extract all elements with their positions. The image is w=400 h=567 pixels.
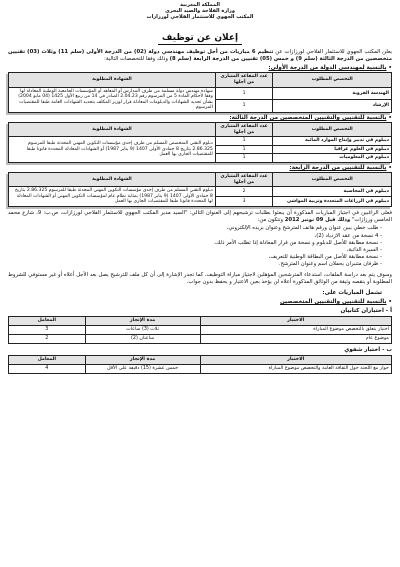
header-kingdom: المملكة المغربية (180, 2, 220, 8)
test-cell: اختبار يتعلق بالتخصص موضوع المباراة (200, 325, 392, 334)
spec-cell: الإرشاد (273, 100, 392, 113)
page-title-wrap (8, 25, 392, 45)
col-cert-header: الشهادة المطلوبة (9, 172, 216, 186)
oral-exam-table (8, 355, 392, 374)
cert-cell: دبلوم التقني المتخصص المسلم من طرف إحدى مؤسسات التكوين المهني المحدثة طبقا للمرسوم 2.86.325 بتاريخ 8 جمادى الأولى 1407 (9 يناير 1987) أو الشهادات المعادلة المحددة قانونا طبقا للمقتضيات الجاري بها العمل (9, 137, 216, 163)
test-cell: حوار مع اللجنة حول الثقافة العامة والتخصص موضوع المباراة (200, 364, 392, 373)
oral-exam-title: ب - اختبار شفوي (344, 346, 392, 353)
count-cell: 1 (215, 87, 272, 100)
table-row (9, 87, 392, 100)
spec-cell: الهندسة القروية (273, 87, 392, 100)
header (8, 2, 392, 20)
coef-cell: 3 (9, 325, 86, 334)
count-cell: 1 (215, 145, 272, 154)
section3-header-row (9, 172, 392, 186)
application-text: فعلى الراغبين في اجتياز المباريات المذكورة أن يبعثوا بطلبات ترشيحهم إلى العنوان التالي: "السيد مدير المكتب الجهوي للاستثمار الفلاحي لورزازات، ص.ب: 9، شارع محمد الخامس ورزازات" (8, 209, 393, 224)
col-duration-header: مدة الإنجاز (85, 355, 200, 364)
col-count-header: عدد المقاعد المتبارى من أجلها (215, 122, 272, 136)
required-documents-list (8, 225, 382, 268)
selection-note: وسوف يتم بعد دراسة الملفات، استدعاء المترشحين المؤهلين لاجتياز مباراة التوظيف، كما تجدر الإشارة إلى أن كل ملف للترشيح يصل بعد الأجل أعلاه أو غير مستوفي للشروط المطلوبة أو ينقصه وثيقة من الوثائق المذكورة أعلاه لن يؤخذ بعين الاعتبار و يحفظ بدون جواب. (8, 271, 392, 285)
application-paragraph (8, 210, 392, 224)
section1-table (8, 72, 392, 113)
intro-bold: تنظيم 6 مباريات من أجل توظيف مهندسي دولة (02) من الدرجة الأولى (سلم 11) وثلاث (03) تقنيين متخصصين من الدرجة الثالثة (سلم 9) و خمس (05) تقنيين من الدرجة الرابعة (سلم 8) (8, 49, 392, 63)
col-coef-header: المعامل (9, 355, 86, 364)
table-row (9, 187, 392, 197)
coef-cell: 2 (9, 334, 86, 343)
col-count-header: عدد المقاعد المتبارى من أجلها (215, 73, 272, 87)
spec-cell: ديبلوم في المحاسبة (273, 187, 392, 197)
table-row (9, 334, 392, 343)
col-cert-header: الشهادة المطلوبة (9, 122, 216, 136)
exam-group-title: • بالنسبة للتقنيين والتقنيين المتخصصين (279, 298, 392, 305)
cert-cell: دبلوم التقني المسلم من طرف إحدى مؤسسات التكوين المهني المحدثة طبقا للمرسوم 2.86.325 بتاريخ 8 جمادى الأولى 1407 (9 يناير 1987) بمثابة نظام عام لمؤسسات التكوين المهني أو الشهادات المعادلة لها المحددة قانونا طبقا للمقتضيات الجاري بها العمل (9, 187, 216, 207)
intro-text: يعلن المكتب الجهوي للاستثمار الفلاحي لورزازات عن (275, 49, 392, 55)
section2-table (8, 122, 392, 163)
count-cell: 2 (215, 187, 272, 197)
oral-header-row (9, 355, 392, 364)
list-item: - طلب خطي يبين عنوان ورقم هاتف المترشح وعنوان بريده الإلكتروني، (8, 225, 382, 232)
col-duration-header: مدة الإنجاز (85, 316, 200, 325)
count-cell: 3 (215, 197, 272, 207)
table-row (9, 137, 392, 146)
list-item: - ظرفان متنبران يحملان اسم وعنوان المترشح. (8, 261, 382, 268)
written-header-row (9, 316, 392, 325)
page-title: إعلان عن توظيف (158, 33, 242, 45)
test-cell: موضوع عام (200, 334, 392, 343)
count-cell: 1 (215, 100, 272, 113)
table-row (9, 364, 392, 373)
list-item: - نسخة مطابقة للأصل للدبلوم و نسخة من قرار المعادلة إذا تطلب الأمر ذلك، (8, 240, 382, 247)
section3-title: • بالنسبة للتقنيين من الدرجة الرابعة: (289, 164, 392, 171)
application-deadline: وذلك قبل 09 نونبر 2012 (284, 217, 351, 224)
section2-header-row (9, 122, 392, 136)
list-item: - نسخة مطابقة للأصل من البطاقة الوطنية للتعريف، (8, 254, 382, 261)
col-cert-header: الشهادة المطلوبة (9, 73, 216, 87)
intro-paragraph (8, 49, 392, 63)
section1-title: • بالنسبة لمهندسي الدولة من الدرجة الأولى: (268, 65, 392, 72)
coef-cell: 4 (9, 364, 86, 373)
duration-cell: ساعتان (2) (85, 334, 200, 343)
list-item: - 4 نسخة من عقد الازدياد (2)، (8, 233, 382, 240)
spec-cell: ديبلوم في المعلوميات (273, 154, 392, 163)
col-spec-header: التخصص المطلوب (273, 122, 392, 136)
col-spec-header: التخصص المطلوب (273, 73, 392, 87)
duration-cell: خمس عشرة (15) دقيقة على الأقل (85, 364, 200, 373)
written-exam-table (8, 316, 392, 344)
written-exam-title: أ - اختباران كتابيان (340, 307, 392, 314)
duration-cell: ثلاث (3) ساعات (85, 325, 200, 334)
section1-header-row (9, 73, 392, 87)
exam-intro: تشمل المباريات على: (322, 289, 382, 296)
col-count-header: عدد المقاعد المتبارى من أجلها (215, 172, 272, 186)
section2-title: • بالنسبة للتقنيين والتقنيين المتخصصين من الدرجة الثالثة: (229, 114, 392, 121)
count-cell: 1 (215, 137, 272, 146)
spec-cell: ديبلوم في تدبير وإنتاج الموارد المائية (273, 137, 392, 146)
list-item: - السيرة الذاتية، (8, 247, 382, 254)
table-row (9, 325, 392, 334)
count-cell: 1 (215, 154, 272, 163)
col-test-header: الاختبار (200, 316, 392, 325)
spec-cell: ديبلوم في العلوم غرافيا (273, 145, 392, 154)
application-end: وتتكون من: (257, 217, 284, 224)
intro-end: وذلك وفقا للتخصصات التالية: (104, 56, 168, 63)
spec-cell: ديبلوم في الزراعات المتعددة وتربية المواشي (273, 197, 392, 207)
col-test-header: الاختبار (200, 355, 392, 364)
section3-table (8, 172, 392, 207)
col-spec-header: التخصص المطلوب (273, 172, 392, 186)
cert-cell: شهادة مهندس دولة مسلمة من طرف المدارس أو المعاهد أو المؤسسات الجامعية الوطنية المعادلة لها وفقا لأحكام المادة 5 من المرسوم رقم 2.04.23 الصادر في 14 من ربيع الأول 1425 (04 مايو 2004) بشأن تحديد الشهادات والدبلومات المعادلة قرار لوزير المكلف بتحديد الشهادات العامة طبقا للمقتضيات المرسوم (9, 87, 216, 112)
header-office: المكتب الجهوي للاستثمار الفلاحي لورزازات (146, 14, 254, 20)
header-ministry: وزارة الفلاحة والصيد البحري (165, 8, 235, 14)
col-coef-header: المعامل (9, 316, 86, 325)
